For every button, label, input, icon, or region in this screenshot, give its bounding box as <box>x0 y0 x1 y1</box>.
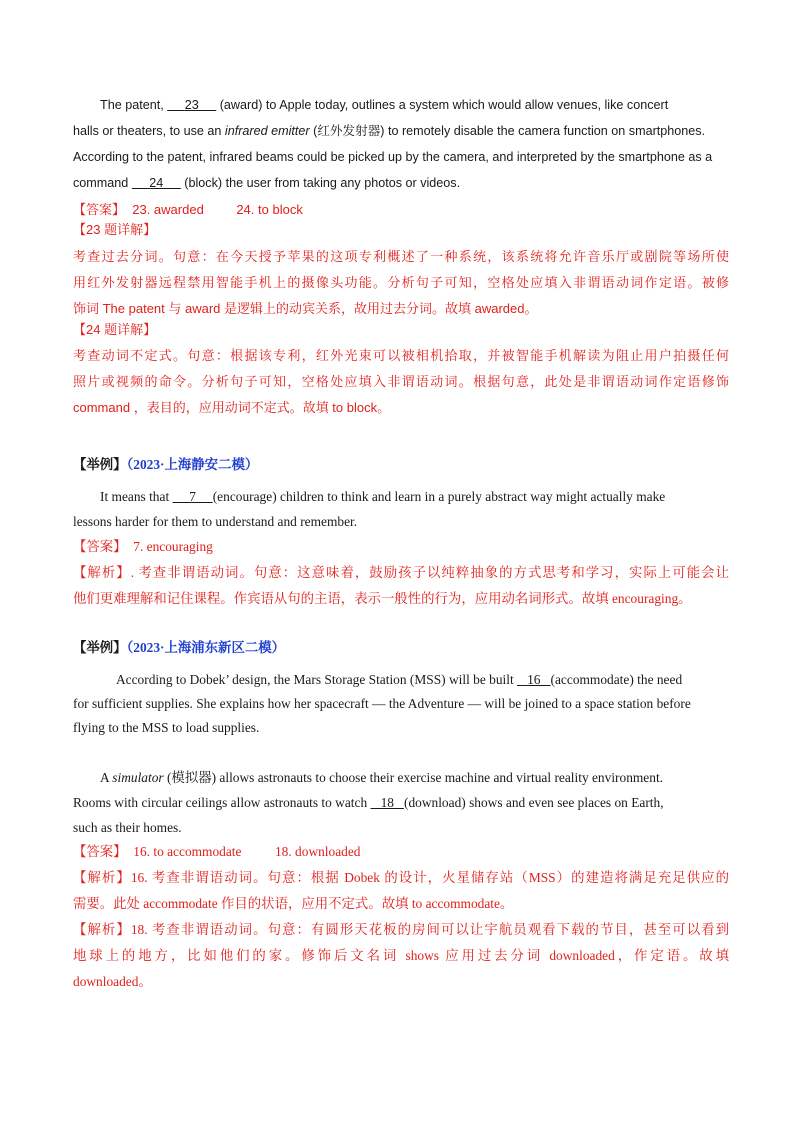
text: (award) to Apple today, outlines a system which would allow venues, like concert <box>216 98 669 112</box>
example-label: 【举例】 <box>73 457 127 472</box>
blank-24: 24 <box>149 176 164 190</box>
passage1-line2: halls or theaters, to use an infrared emitter (红外发射器) to remotely disable the camera function on smartphones. <box>73 124 706 138</box>
example-label: 【举例】 <box>73 640 127 655</box>
detail24-line2: 照片或视频的命令。分析句子可知，空格处应填入非谓语动词。根据句意，此处是非谓语动词作定语修饰 <box>73 374 729 389</box>
passage1-line4: command 24 (block) the user from taking any photos or videos. <box>73 176 461 190</box>
analysis16-line2: 需要。此处 accommodate 作目的状语，应用不定式。故填 to accommodate。 <box>73 896 514 911</box>
example2-p1-line1: According to Dobek’ design, the Mars Storage Station (MSS) will be built 16 (accommodate) the need <box>116 672 683 687</box>
answer-16: 16. to accommodate <box>133 844 242 859</box>
detail23-line1: 考查过去分词。句意：在今天授予苹果的这项专利概述了一种系统，该系统将允许音乐厅或剧院等场所使 <box>73 249 729 264</box>
analysis18-line2: 地球上的地方，比如他们的家。修饰后文名词 shows 应用过去分词 downloaded，作定语。故填 <box>73 948 729 963</box>
example1-line2: lessons harder for them to understand and remember. <box>73 514 358 529</box>
passage1-line1 <box>100 95 729 115</box>
answer-18: 18. downloaded <box>274 844 361 859</box>
example1-line1: It means that 7 (encourage) children to think and learn in a purely abstract way might actually make <box>100 489 666 504</box>
example1-header <box>73 455 729 475</box>
answer1-line <box>73 200 729 220</box>
example2-p1-line3: flying to the MSS to load supplies. <box>73 720 260 735</box>
answer-24: 24. to block <box>236 202 303 217</box>
answer-tag: 【答案】 <box>73 202 126 217</box>
blank-23: 23 <box>184 98 199 112</box>
example2-header <box>73 638 729 658</box>
passage1-line3: According to the patent, infrared beams could be picked up by the camera, and interpreted by the smartphone as a <box>73 150 713 164</box>
example-source: （2023·上海浦东新区二模） <box>126 640 286 655</box>
example-source: （2023·上海静安二模） <box>126 457 259 472</box>
example2-answer: 【答案】 16. to accommodate 18. downloaded <box>73 844 361 859</box>
detail23-line2: 用红外发射器远程禁用智能手机上的摄像头功能。分析句子可知，空格处应填入非谓语动词作定语。被修 <box>73 275 729 290</box>
answer-23: 23. awarded <box>132 202 204 217</box>
italic-term: simulator <box>112 770 164 785</box>
italic-term: infrared emitter <box>224 124 310 138</box>
detail23-title: 【23 题详解】 <box>73 222 157 237</box>
example2-p1-line2: for sufficient supplies. She explains how her spacecraft — the Adventure — will be joined to a space station before <box>73 696 691 711</box>
detail24-title: 【24 题详解】 <box>73 322 157 337</box>
detail23-line3: 饰词 The patent 与 award 是逻辑上的动宾关系，故用过去分词。故填 awarded。 <box>73 301 538 316</box>
text: The patent, <box>100 98 168 112</box>
example1-analysis-line2: 他们更难理解和记住课程。作宾语从句的主语，表示一般性的行为，应用动名词形式。故填 encouraging。 <box>73 591 692 606</box>
detail24-line1: 考查动词不定式。句意：根据该专利，红外光束可以被相机拾取，并被智能手机解读为阻止用户拍摄任何 <box>73 348 729 363</box>
blank-16: 16 <box>527 672 541 687</box>
answer-7: 7. encouraging <box>133 539 213 554</box>
example2-p2-line3: such as their homes. <box>73 820 182 835</box>
analysis18-line3: downloaded。 <box>73 974 152 989</box>
example2-p2-line1: A simulator (模拟器) allows astronauts to choose their exercise machine and virtual reality environment. <box>100 770 664 785</box>
example1-answer: 【答案】 7. encouraging <box>73 539 213 554</box>
analysis16-line1: 【解析】16. 考查非谓语动词。句意：根据 Dobek 的设计，火星储存站（MSS）的建造将满足充足供应的 <box>73 870 729 885</box>
example2-p2-line2: Rooms with circular ceilings allow astronauts to watch 18 (download) shows and even see places on Earth, <box>73 795 664 810</box>
analysis18-line1: 【解析】18. 考查非谓语动词。句意：有圆形天花板的房间可以让宇航员观看下载的节目，甚至可以看到 <box>73 922 729 937</box>
example1-analysis-line1: 【解析】. 考查非谓语动词。句意：这意味着，鼓励孩子以纯粹抽象的方式思考和学习，实际上可能会让 <box>73 565 729 580</box>
detail24-line3: command ，表目的，应用动词不定式。故填 to block。 <box>73 400 391 415</box>
blank-7: 7 <box>189 489 196 504</box>
blank-18: 18 <box>380 795 394 810</box>
